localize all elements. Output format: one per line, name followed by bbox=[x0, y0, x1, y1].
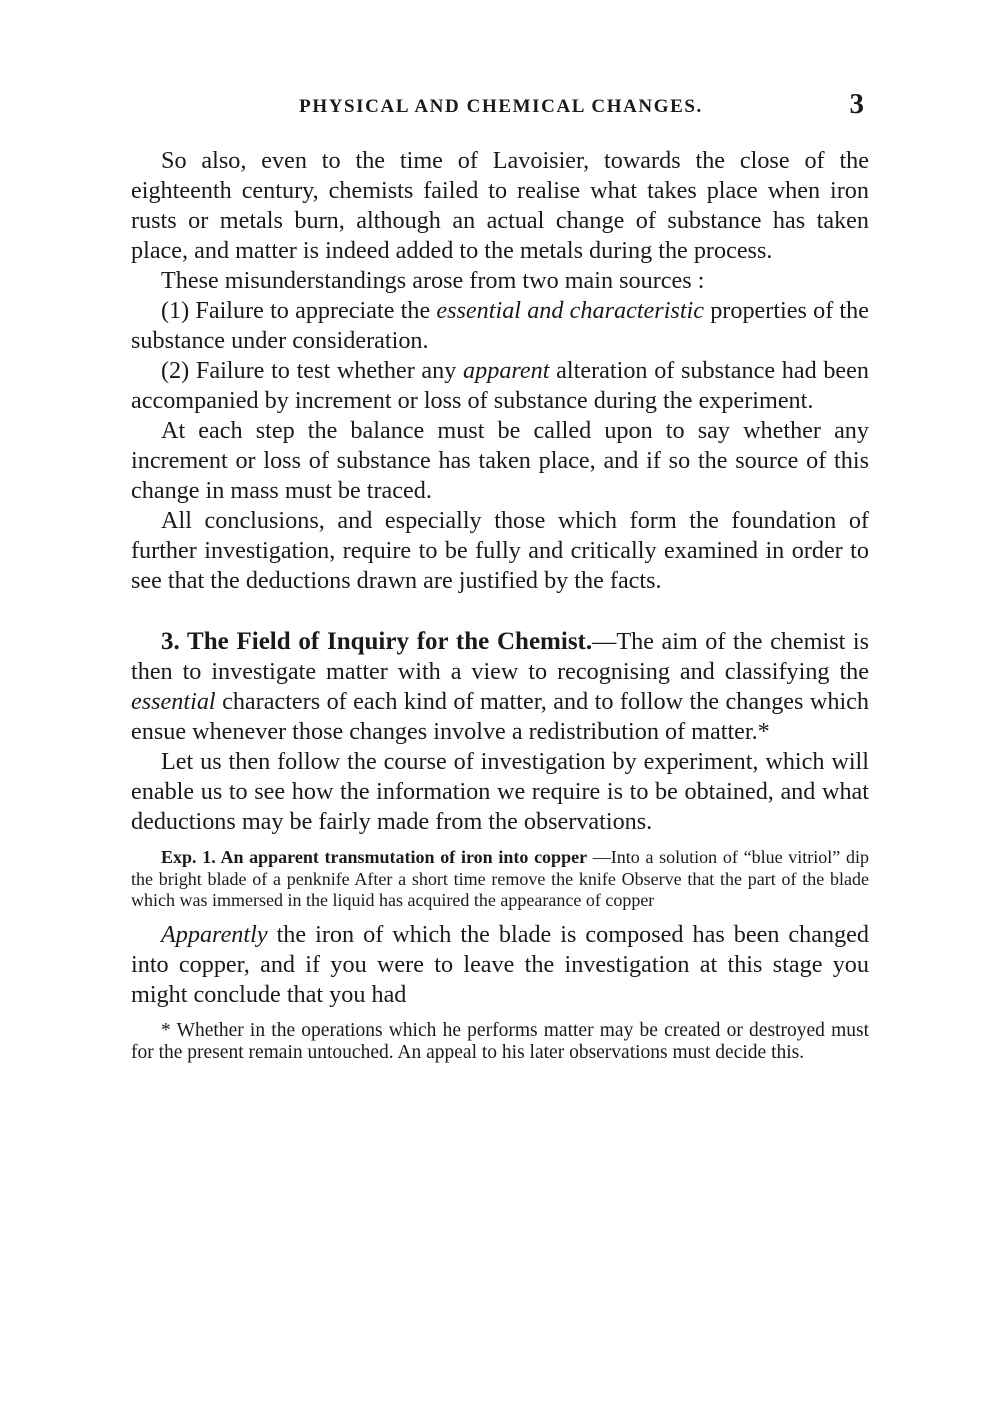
source-2-emphasis: apparent bbox=[463, 357, 550, 384]
apparently-text: the iron of which the blade is composed has been changed into copper, and if you were to leave the investigation at this stage you might conclude that you had bbox=[131, 920, 869, 1008]
page-header bbox=[132, 88, 870, 128]
paragraph-field-of-inquiry bbox=[131, 627, 869, 747]
experiment-text: —Into a solution of “blue vitriol” dip the bright blade of a penknife After a short time remove the knife Observe that the part of the blade which was immersed in the liquid has acquired the appearance of copper bbox=[131, 847, 869, 910]
source-1-emphasis: essential and characteristic bbox=[436, 297, 705, 324]
source-1-tail: properties of the substance under consideration. bbox=[131, 297, 869, 354]
field-lead: —The aim of the chemist is then to investigate matter with a view to recognising and classifying the bbox=[131, 628, 870, 685]
paragraph-misunderstandings: These misunderstandings arose from two main sources : bbox=[161, 267, 705, 294]
experiment-1 bbox=[131, 847, 869, 912]
paragraph-lavoisier: So also, even to the time of Lavoisier, towards the close of the eighteenth century, chemists failed to realise what takes place when iron rusts or metals burn, although an actual change of substance has taken place, and matter is indeed added to the metals during the process. bbox=[131, 147, 869, 264]
page-number: 3 bbox=[849, 88, 864, 120]
field-emphasis: essential bbox=[131, 688, 216, 715]
paragraph-apparently bbox=[131, 920, 869, 1010]
paragraph-source-2 bbox=[131, 356, 869, 416]
paragraph-balance: At each step the balance must be called upon to say whether any increment or loss of substance has taken place, and if so the source of this change in mass must be traced. bbox=[131, 417, 869, 504]
experiment-title: Exp. 1. An apparent transmutation of iron into copper bbox=[161, 847, 588, 867]
source-1-lead: (1) Failure to appreciate the bbox=[161, 297, 437, 324]
field-tail: characters of each kind of matter, and to follow the changes which ensue whenever those changes involve a redistribution of matter.* bbox=[131, 688, 869, 745]
paragraph-conclusions: All conclusions, and especially those which form the foundation of further investigation, require to be fully and critically examined in order to see that the deductions drawn are justified by the facts. bbox=[131, 507, 869, 594]
paragraph-follow-course: Let us then follow the course of investigation by experiment, which will enable us to see how the information we require is to be obtained, and what deductions may be fairly made from the observations. bbox=[131, 748, 869, 835]
source-2-lead: (2) Failure to test whether any bbox=[161, 357, 464, 384]
paragraph-source-1 bbox=[131, 296, 869, 356]
section-heading: 3. The Field of Inquiry for the Chemist. bbox=[161, 628, 593, 655]
apparently-emphasis: Apparently bbox=[161, 920, 268, 948]
source-2-tail: alteration of substance had been accompanied by increment or loss of substance during the experiment. bbox=[131, 357, 870, 414]
footnote: * Whether in the operations which he performs matter may be created or destroyed must for the present remain untouched. An appeal to his later observations must decide this. bbox=[131, 1019, 869, 1063]
section-gap bbox=[131, 596, 869, 627]
running-head: PHYSICAL AND CHEMICAL CHANGES. bbox=[299, 96, 703, 117]
body-text bbox=[131, 146, 869, 1065]
